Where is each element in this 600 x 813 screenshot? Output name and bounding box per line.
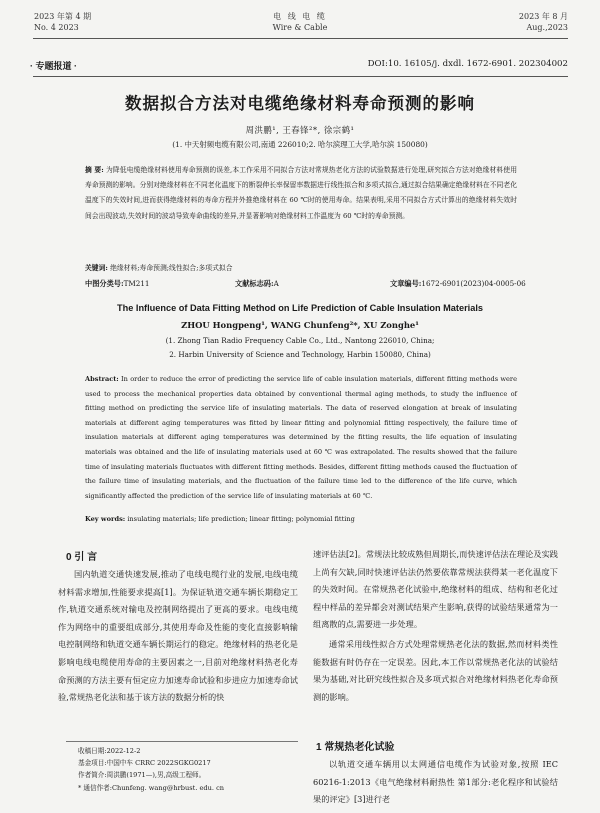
header-date-cn: 2023 年 8 月: [518, 12, 568, 21]
keywords-en: [85, 512, 517, 527]
affiliation-en-1: (1. Zhong Tian Radio Frequency Cable Co., Ltd., Nantong 226010, China;: [165, 336, 435, 345]
authors-cn: 周洪鹏¹, 王春锋²*, 徐宗鹤¹: [245, 125, 355, 135]
header-date-en: Aug.,2023: [526, 23, 568, 32]
right-paragraph-3: 以轨道交通车辆用以太网通信电缆作为试验对象,按照 IEC 60216-1:2013《电气绝缘材料耐热性 第1部分:老化程序和试验结果的评定》[3]进行老: [313, 759, 558, 805]
affiliation-cn: (1. 中天射频电缆有限公司,南通 226010;2. 哈尔滨理工大学,哈尔滨 150080): [172, 140, 428, 149]
footnote-contact[interactable]: * 通信作者:Chunfeng. wang@hrbust. edu. cn: [78, 783, 225, 792]
abstract-en-text: In order to reduce the error of predicting the service life of cable insulation materials, different fitting methods were used to process the mechanical properties data obtained by conventional thermal aging methods, to study the influence of fitting method on predicting the service life of insulating materials. The data of reserved elongation at break of insulating materials at different aging temperatures was fitted by linear fitting and polynomial fitting respectively, the failure time of insulation materials at different aging temperatures was determined by the fitting results, the life equation of insulating materials was obtained and the life of insulating materials used at 60 ℃ was extrapolated. The results showed that the failure time of insulating materials fluctuates with different fitting methods. Besides, different fitting methods caused the fluctuation of the failure time of insulating materials, and the fluctuation of the failure time led to the difference of the life curve, which significantly affected the prediction of the service life of insulating materials at 60 ℃.: [85, 375, 517, 500]
intro-paragraph: [58, 566, 298, 742]
abstract-en-label: Abstract:: [85, 375, 119, 383]
footnotes: [78, 745, 224, 794]
right-paragraph-2: 通常采用线性拟合方式处理常规热老化法的数据,然而材料类性能数据有时仍存在一定误差。因此,本工作以常规热老化法的试验结果为基础,对比研究线性拟合及多项式拟合对绝缘材料热老化寿命预测的影响。: [313, 639, 558, 702]
keywords-cn-text: 绝缘材料;寿命预测;线性拟合;多项式拟合: [110, 264, 233, 272]
abstract-en: [85, 372, 517, 503]
journal-name-en: Wire & Cable: [272, 23, 328, 32]
header-left: [34, 11, 91, 33]
title-en: The Influence of Data Fitting Method on Life Prediction of Cable Insulation Materials: [117, 303, 483, 313]
footnote-rule: [66, 741, 298, 742]
abstract-cn: [85, 163, 517, 224]
footnote-fund: 基金项目:中国中车 CRRC 2022SGKG0217: [78, 759, 211, 768]
classification-line: [85, 278, 530, 290]
header-issue-en: No. 4 2023: [34, 23, 79, 32]
header-center: [250, 11, 350, 33]
authors-en: ZHOU Hongpeng¹, WANG Chunfeng²*, XU Zonghe¹: [181, 320, 419, 330]
header-rule: [33, 38, 568, 39]
affiliation-en-2: 2. Harbin University of Science and Technology, Harbin 150080, China): [169, 350, 431, 359]
footnote-received: 收稿日期:2022-12-2: [78, 747, 141, 755]
keywords-en-text: insulating materials; life prediction; linear fitting; polynomial fitting: [127, 515, 355, 523]
section-1-heading: 1 常规热老化试验: [316, 742, 395, 753]
doi[interactable]: DOI:10. 16105/j. dxdl. 1672-6901. 202304002: [367, 59, 568, 69]
keywords-cn: [85, 261, 517, 276]
keywords-cn-label: 关键词:: [85, 264, 108, 272]
clc: 中图分类号:TM211: [85, 279, 150, 288]
doc-code: 文献标志码:A: [235, 279, 279, 288]
title-cn: 数据拟合方法对电缆绝缘材料寿命预测的影响: [125, 94, 475, 113]
doi-rule: [33, 76, 568, 77]
intro-paragraph-text: 国内轨道交通快速发展,推动了电线电缆行业的发展,电线电缆材料需求增加,性能要求提高[1]。为保证轨道交通车辆长期稳定工作,轨道交通系统对输电及控制网络提出了更高的要求。电线电缆作为网络中的重要组成部分,其使用寿命及性能的变化直接影响输电控制网络和轨道交通车辆长期运行的稳定。绝缘材料的热老化是影响电线电缆使用寿命的主要因素之一,目前对绝缘材料热老化寿命预测的方法主要有恒定应力加速寿命试验和步进应力加速寿命试验,常规热老化法和基于该方法的数据分析的快: [58, 569, 298, 703]
header-right: [480, 11, 568, 33]
footnote-author: 作者简介:周洪鹏(1971—),男,高级工程师。: [78, 771, 206, 780]
column-tag: · 专题报道 ·: [30, 61, 77, 71]
right-paragraph-1: 速评估法[2]。常规法比较成熟但周期长,而快速评估法在理论及实践上尚有欠缺,同时快速评估法仍然要依靠常规法获得某一老化温度下的失效时间。在常规热老化试验中,绝缘材料的组成、结构和老化过程中样品的差异都会对测试结果产生影响,获得的试验结果通常为一组离散的点,需要进一步处理。: [313, 549, 558, 630]
section-0-heading: 0 引 言: [66, 552, 98, 563]
keywords-en-label: Key words:: [85, 515, 126, 523]
abstract-cn-label: 摘 要:: [85, 166, 104, 174]
abstract-cn-text: 为降低电缆绝缘材料使用寿命预测的误差,本工作采用不同拟合方法对常规热老化方法的试验数据进行处理,研究拟合方法对绝缘材料使用寿命预测的影响。分别对绝缘材料在不同老化温度下的断裂伸长率保留率数据进行线性拟合和多项式拟合,通过拟合结果确定绝缘材料在不同老化温度下的失效时间,进而获得绝缘材料的寿命方程并外推绝缘材料在 60 ℃时的使用寿命。结果表明,采用不同拟合方式计算出的绝缘材料失效时间会出现波动,失效时间的波动导致寿命曲线的差异,并显著影响对绝缘材料工作温度为 60 ℃时的寿命预测。: [85, 166, 517, 220]
article-number: 文章编号:1672-6901(2023)04-0005-06: [390, 279, 526, 288]
header-issue-cn: 2023 年第 4 期: [34, 12, 92, 21]
journal-name-cn: 电 线 电 缆: [273, 12, 327, 21]
